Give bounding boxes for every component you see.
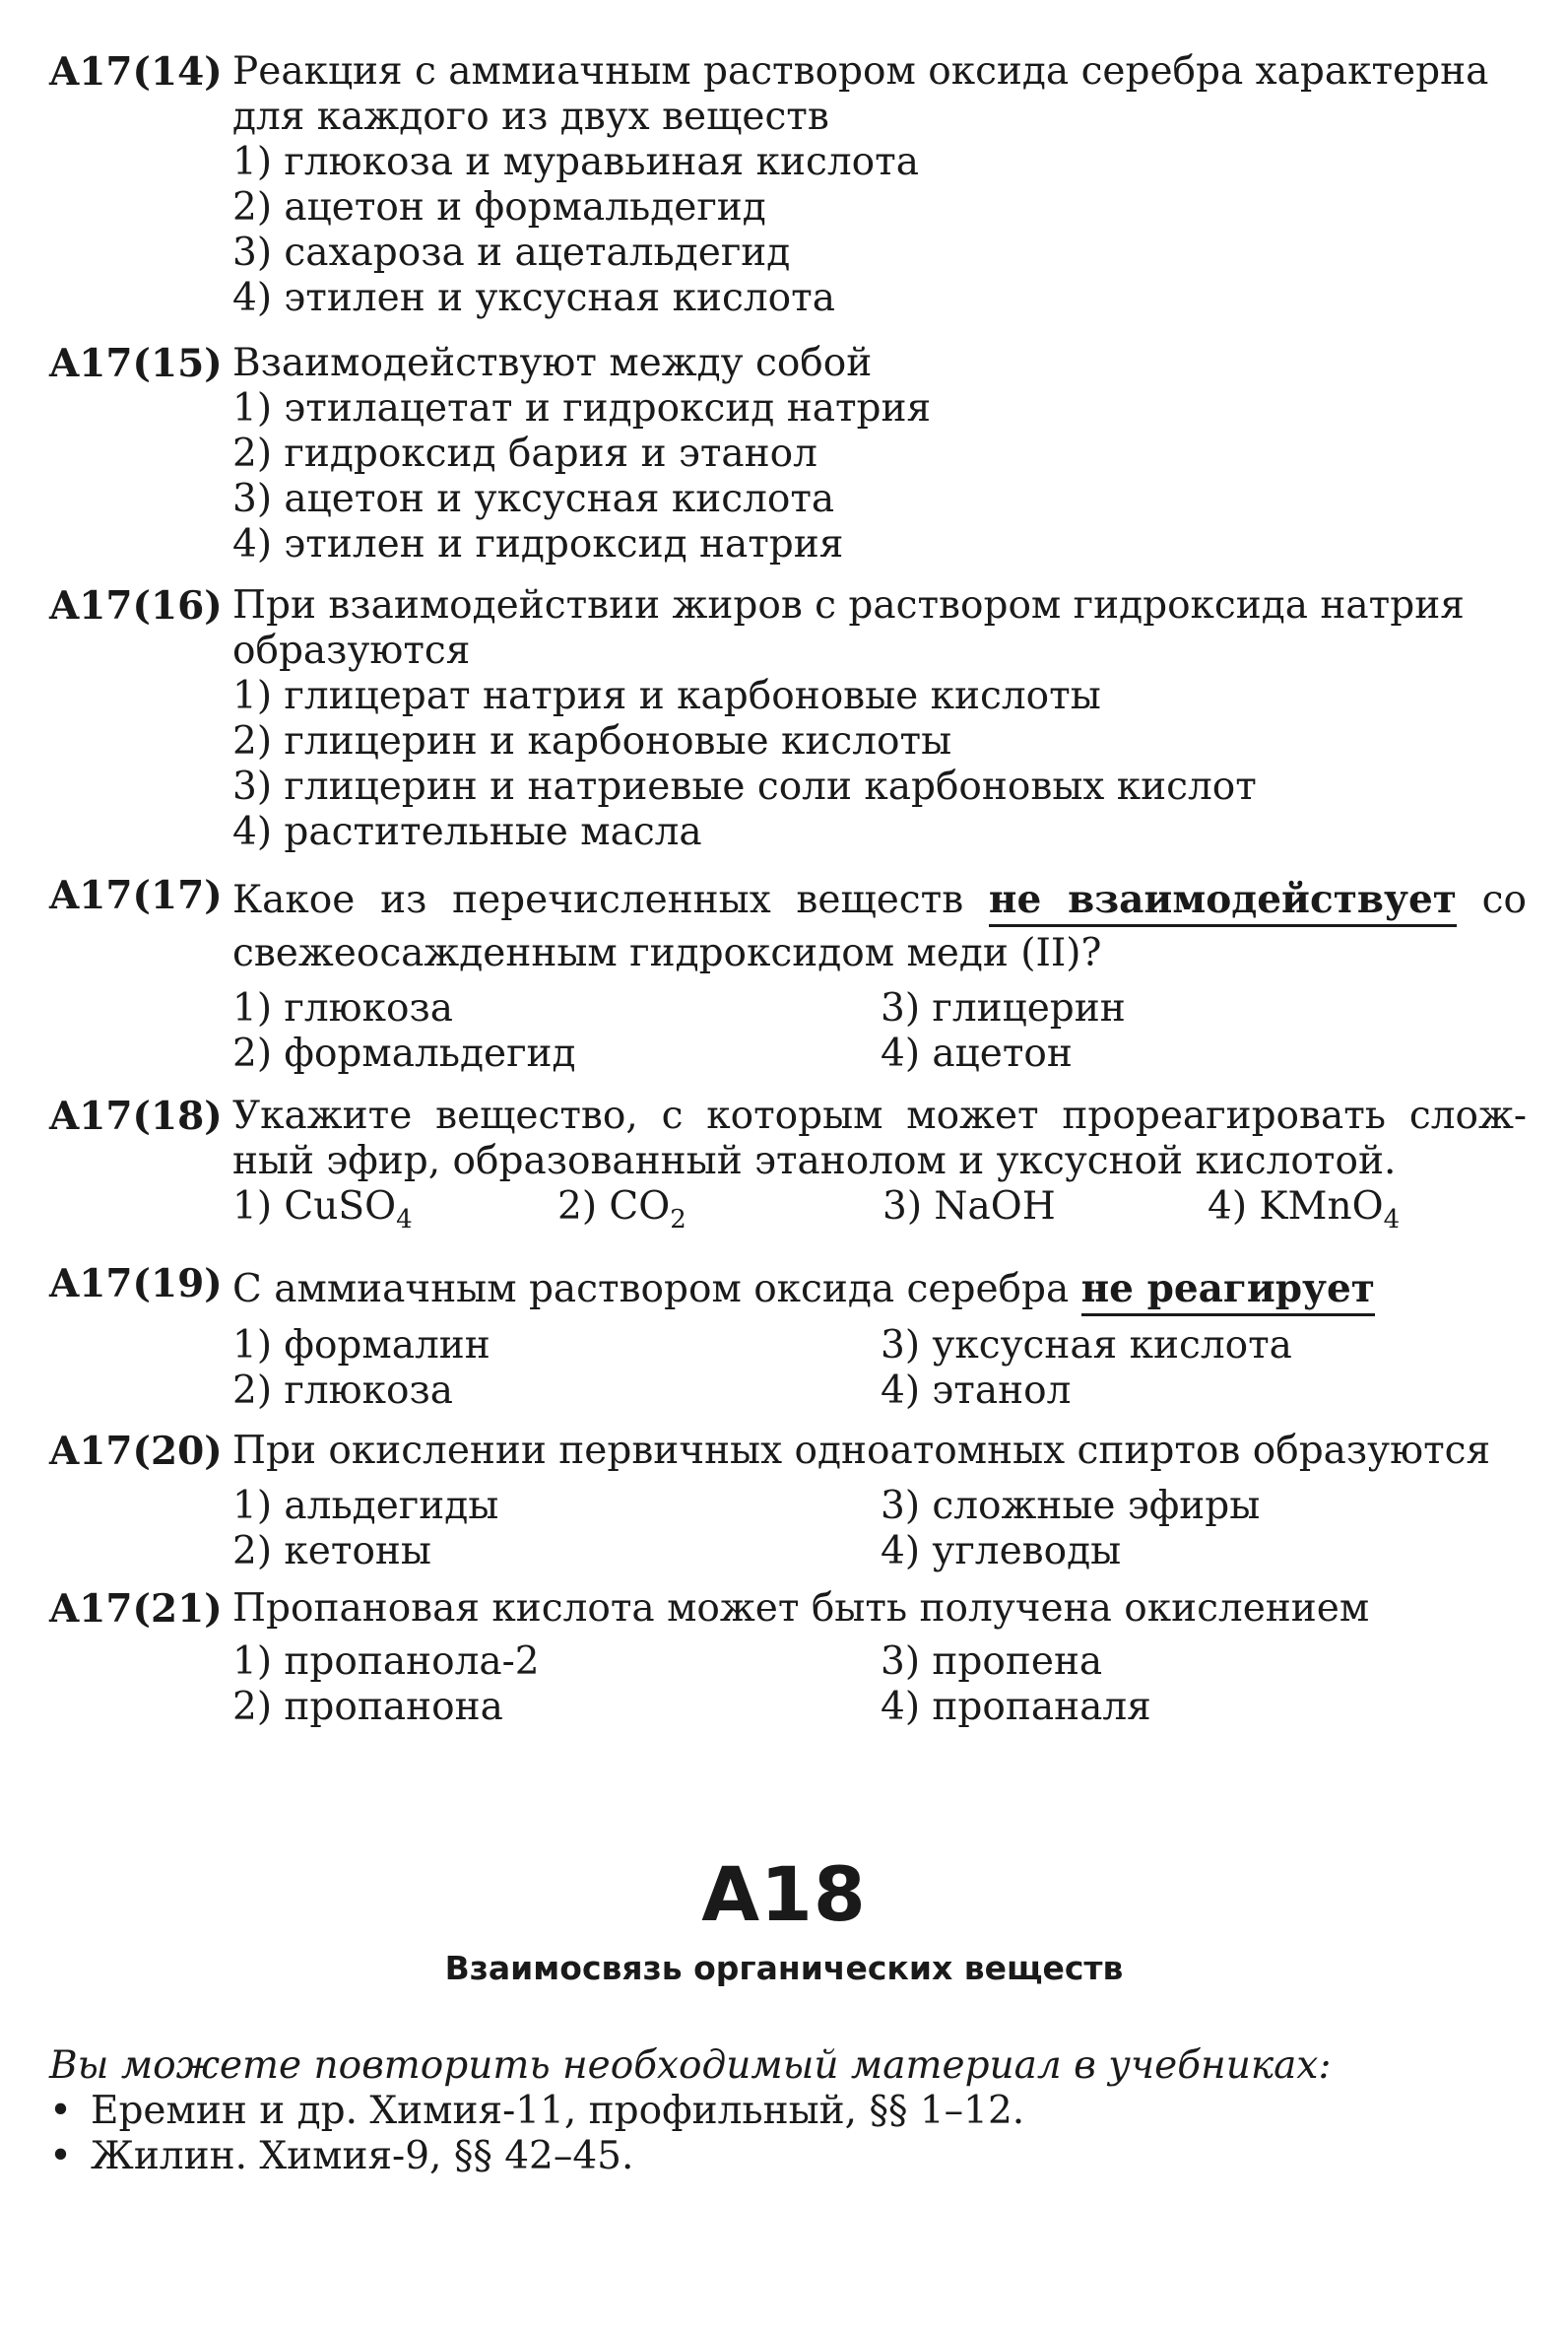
answer-option-3: 3) сахароза и ацетальдегид <box>232 231 791 275</box>
answer-option-1: 1) альдегиды <box>232 1484 499 1528</box>
stem-text: Какое из перечисленных веществ <box>232 878 964 922</box>
answer-option-1: 1) пропанола-2 <box>232 1639 540 1684</box>
answer-option-4: 4) пропаналя <box>881 1685 1151 1729</box>
question-number: A17(19) <box>49 1261 223 1306</box>
question-a17-18 <box>49 1094 1527 1242</box>
question-a17-16 <box>49 583 1527 855</box>
note-item-text: Жилин. Химия-9, §§ 42–45. <box>91 2134 634 2178</box>
answer-option-4: 4) KMnO$_4$ <box>1208 1184 1401 1235</box>
answer-option-1: 1) CuSO$_4$ <box>232 1184 413 1235</box>
answer-options <box>232 1484 1527 1574</box>
answer-option-4: 4) этилен и уксусная кислота <box>232 276 835 320</box>
answer-option-4: 4) углеводы <box>881 1529 1122 1573</box>
question-a17-20 <box>49 1429 1527 1574</box>
answer-option-1: 1) глюкоза <box>232 986 453 1031</box>
answer-option-1: 1) глицерат натрия и карбоновые кислоты <box>232 674 1101 718</box>
stem-emphasis: не реагирует <box>1081 1266 1375 1316</box>
stem-text: С аммиачным раствором оксида серебра <box>232 1267 1070 1311</box>
question-stem: При взаимодействии жиров с раствором гидроксида натрия образуются <box>232 583 1465 673</box>
answer-option-3: 3) сложные эфиры <box>881 1484 1261 1528</box>
answer-option-2: 2) глюкоза <box>232 1368 453 1413</box>
answer-option-2: 2) пропанона <box>232 1685 503 1729</box>
answer-option-3: 3) ацетон и уксусная кислота <box>232 477 835 521</box>
question-number: A17(16) <box>49 583 223 629</box>
note-intro: Вы можете повторить необходимый материал в учебниках: <box>49 2043 1332 2088</box>
question-stem: Реакция с аммиачным раствором оксида серебра характерна для каждого из двух веществ <box>232 49 1489 139</box>
question-stem: При окислении первичных одноатомных спиртов образуются <box>232 1429 1491 1473</box>
note-item <box>49 2134 1527 2179</box>
answer-option-2: 2) $CO_2$ <box>557 1184 686 1235</box>
answer-option-4: 4) ацетон <box>881 1032 1073 1076</box>
question-stem <box>232 873 1527 927</box>
answer-option-2: 2) гидроксид бария и этанол <box>232 432 817 476</box>
answer-option-4: 4) этилен и гидроксид натрия <box>232 522 844 567</box>
question-a17-17 <box>49 873 1527 1077</box>
note-item <box>49 2089 1527 2134</box>
answer-options <box>232 140 1527 321</box>
question-number: A17(21) <box>49 1586 223 1632</box>
answer-option-3: 3) уксусная кислота <box>881 1323 1292 1368</box>
answer-option-4: 4) растительные масла <box>232 810 702 854</box>
answer-option-4: 4) этанол <box>881 1368 1072 1413</box>
answer-options <box>232 1639 1527 1730</box>
note-item-text: Еремин и др. Химия-11, профильный, §§ 1–12. <box>91 2089 1025 2133</box>
answer-option-2: 2) глицерин и карбоновые кислоты <box>232 719 952 764</box>
question-stem: Укажите вещество, с которым может прореагировать слож- <box>232 1094 1527 1138</box>
answer-options <box>232 1184 1527 1242</box>
question-number: A17(18) <box>49 1094 223 1139</box>
question-stem: Взаимодействуют между собой <box>232 341 873 385</box>
section-title: A18 <box>701 1850 867 1938</box>
answer-options <box>232 986 1527 1077</box>
answer-option-3: 3) пропена <box>881 1639 1103 1684</box>
answer-option-1: 1) формалин <box>232 1323 490 1368</box>
question-stem <box>232 1261 1527 1317</box>
answer-option-2: 2) ацетон и формальдегид <box>232 185 766 230</box>
bullet-icon: • <box>49 2089 73 2133</box>
answer-option-2: 2) формальдегид <box>232 1032 576 1076</box>
question-a17-14 <box>49 49 1527 321</box>
question-a17-15 <box>49 341 1527 567</box>
answer-option-1: 1) этилацетат и гидроксид натрия <box>232 386 932 431</box>
question-stem: Пропановая кислота может быть получена окислением <box>232 1586 1370 1631</box>
bullet-icon: • <box>49 2134 73 2178</box>
study-note <box>49 2043 1527 2179</box>
answer-option-3: 3) глицерин и натриевые соли карбоновых кислот <box>232 765 1257 809</box>
answer-option-2: 2) кетоны <box>232 1529 431 1573</box>
answer-option-1: 1) глюкоза и муравьиная кислота <box>232 140 919 184</box>
question-stem-line-2: ный эфир, образованный этанолом и уксусной кислотой. <box>232 1139 1397 1183</box>
question-number: A17(20) <box>49 1429 223 1474</box>
answer-options <box>232 1323 1527 1414</box>
question-stem-line-2: свежеосажденным гидроксидом меди (II)? <box>232 931 1102 975</box>
question-number: A17(17) <box>49 873 223 918</box>
question-a17-19 <box>49 1261 1527 1414</box>
answer-option-3: 3) NaOH <box>882 1184 1056 1229</box>
question-a17-21 <box>49 1586 1527 1730</box>
section-subtitle: Взаимосвязь органических веществ <box>444 1949 1124 1987</box>
answer-option-3: 3) глицерин <box>881 986 1126 1031</box>
stem-emphasis: не взаимодействует <box>989 877 1457 927</box>
question-number: A17(14) <box>49 49 223 95</box>
answer-options <box>232 674 1527 855</box>
stem-text-end: со <box>1481 878 1527 922</box>
answer-options <box>232 386 1527 567</box>
question-number: A17(15) <box>49 341 223 386</box>
